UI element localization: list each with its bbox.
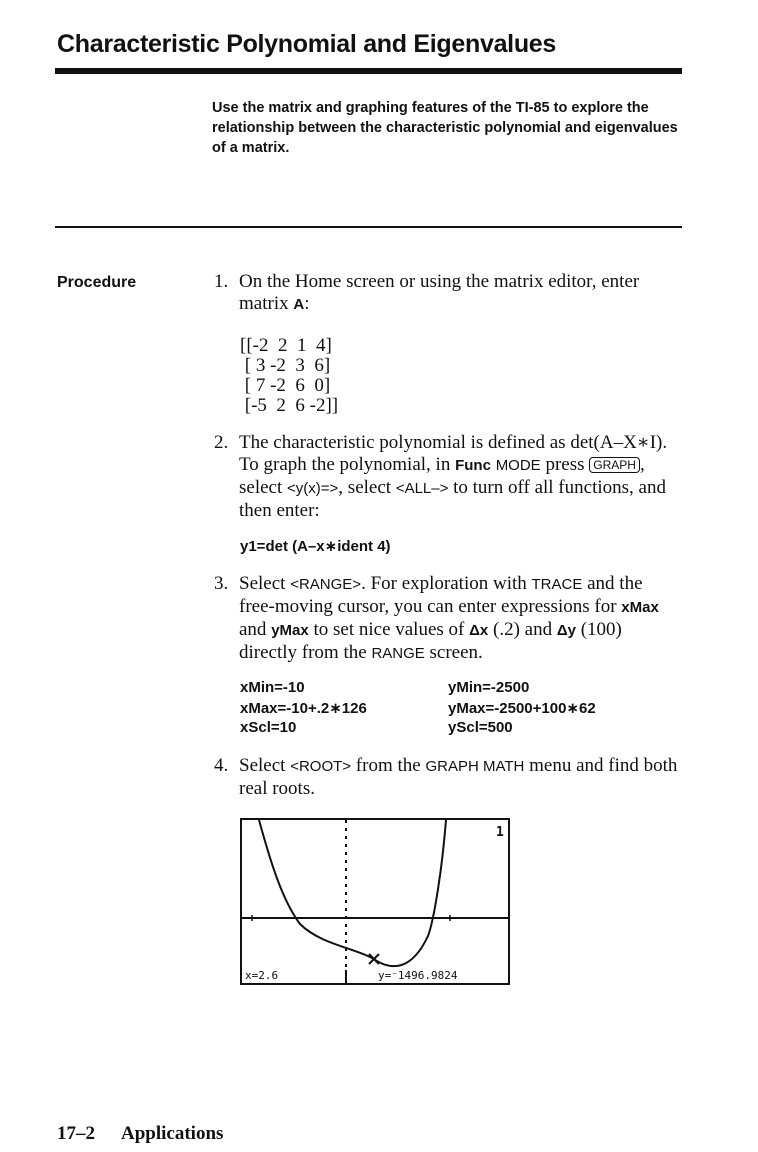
graph-key: GRAPH — [589, 457, 640, 473]
range-xscl: xScl=10 — [240, 719, 297, 736]
range-yscl: yScl=500 — [448, 719, 513, 736]
matrix-row: [ 7 -2 6 0] — [240, 375, 331, 396]
matrix-row: [[-2 2 1 4] — [240, 335, 332, 356]
y-readout: y=⁻1496.9824 — [378, 969, 458, 982]
x-readout: x=2.6 — [245, 969, 279, 982]
step-3-number: 3. — [214, 573, 229, 594]
busy-indicator: 1 — [496, 825, 504, 840]
range-ymax: yMax=-2500+100∗62 — [448, 700, 596, 717]
step-4-text: Select <ROOT> from the GRAPH MATH menu and find both real roots. — [239, 755, 678, 799]
step-4-number: 4. — [214, 755, 229, 776]
step-1-number: 1. — [214, 271, 229, 292]
intro-paragraph: Use the matrix and graphing features of the TI-85 to explore the relationship between the characteristic polynomial and eigenvalues of a matrix. — [212, 100, 678, 156]
page-title: Characteristic Polynomial and Eigenvalues — [57, 30, 556, 58]
footer-section: Applications — [121, 1123, 224, 1144]
title-rule — [55, 68, 682, 74]
page-footer — [57, 1123, 223, 1145]
section-rule — [55, 226, 682, 228]
graph-plot — [242, 820, 508, 983]
trace-cursor — [369, 954, 379, 964]
matrix-row: [ 3 -2 3 6] — [240, 355, 331, 376]
step-2-number: 2. — [214, 432, 229, 453]
page-number: 17–2 — [57, 1123, 95, 1144]
procedure-label: Procedure — [57, 274, 137, 291]
range-xmin: xMin=-10 — [240, 679, 305, 696]
formula-y1: y1=det (A–x∗ident 4) — [240, 538, 391, 555]
step-2-text: The characteristic polynomial is defined as det(A–X∗I). To graph the polynomial, in Func MODE press GRAPH , select <y(x)=>, select <ALL–> to turn off all functions, and then enter: — [239, 432, 668, 521]
step-3-text: Select <RANGE>. For exploration with TRACE and the free-moving cursor, you can enter expressions for xMax and yMax to set nice values of Δx (.2) and Δy (100) directly from the RANGE screen. — [239, 573, 659, 663]
range-xmax: xMax=-10+.2∗126 — [240, 700, 367, 717]
polynomial-curve — [259, 820, 446, 966]
calculator-graph-screen — [240, 818, 510, 985]
matrix-a — [240, 336, 338, 416]
range-ymin: yMin=-2500 — [448, 679, 530, 696]
matrix-row: [-5 2 6 -2]] — [240, 395, 339, 416]
step-1-text: On the Home screen or using the matrix editor, enter matrix A: — [239, 271, 640, 314]
